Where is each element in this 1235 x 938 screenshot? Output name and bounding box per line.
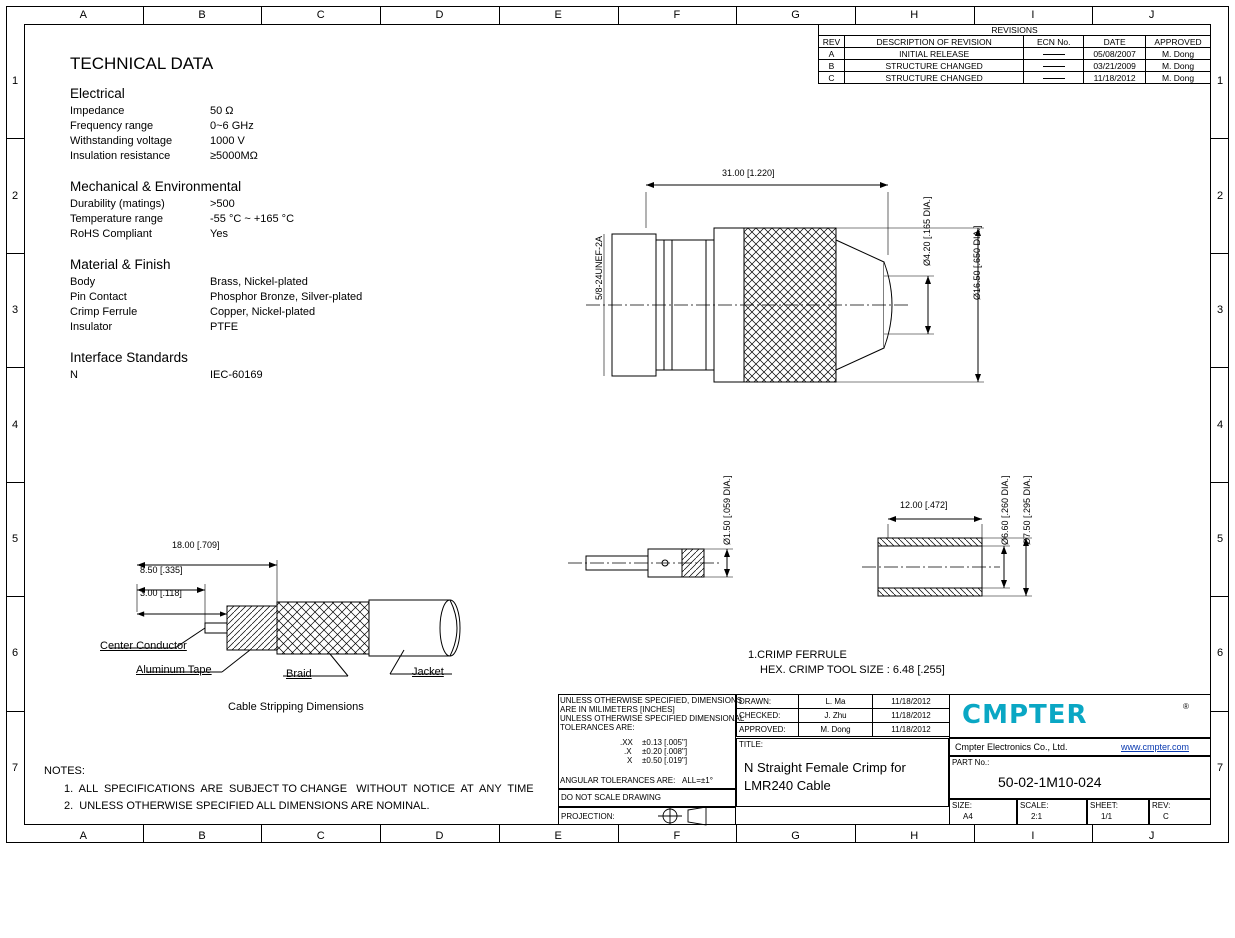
zone-col-top-H: H xyxy=(910,9,919,21)
tolerance-x1-value: ±0.20 [.008"] xyxy=(642,747,688,756)
tech-row-value: IEC-60169 xyxy=(210,369,263,381)
tech-row-label: Impedance xyxy=(70,105,125,117)
projection-label: PROJECTION: xyxy=(561,812,615,821)
tolerance-note-3: UNLESS OTHERWISE SPECIFIED DIMENSIONAL xyxy=(560,714,745,723)
zone-row-right-1: 1 xyxy=(1216,75,1224,88)
dim-strip-18-00: 18.00 [.709] xyxy=(172,540,220,550)
company-name: Cmpter Electronics Co., Ltd. xyxy=(955,742,1068,752)
dim-ferrule-dia-6-60: Ø6.60 [.260 DIA.] xyxy=(1000,475,1010,545)
technical-data-heading: TECHNICAL DATA xyxy=(70,54,214,73)
label-jacket: Jacket xyxy=(412,666,444,678)
zone-col-bottom-D: D xyxy=(435,830,444,842)
footer-value: 1/1 xyxy=(1101,812,1113,821)
tech-row-label: Insulator xyxy=(70,321,113,333)
tech-row-label: Withstanding voltage xyxy=(70,135,173,147)
zone-col-top-A: A xyxy=(79,9,88,21)
do-not-scale-label: DO NOT SCALE DRAWING xyxy=(561,793,662,802)
approval-row xyxy=(737,723,950,737)
dim-thread: 5/8-24UNEF-2A xyxy=(594,235,604,300)
part-number-label: PART No.: xyxy=(952,758,990,767)
tech-section-title: Electrical xyxy=(70,86,125,101)
logo-registered-mark: ® xyxy=(1183,702,1189,711)
revisions-header-approved: APPROVED xyxy=(1146,36,1211,48)
tech-row-value: 0~6 GHz xyxy=(210,120,254,132)
approval-table xyxy=(736,694,950,737)
company-logo xyxy=(962,700,1088,730)
revisions-title: REVISIONS xyxy=(819,25,1211,36)
zone-row-right-7: 7 xyxy=(1216,761,1224,774)
approval-role: DRAWN: xyxy=(737,695,799,709)
zone-row-left-3: 3 xyxy=(11,304,19,317)
revision-approved: M. Dong xyxy=(1146,60,1211,72)
notes-item-2: 2. UNLESS OTHERWISE SPECIFIED ALL DIMENSIONS ARE NOMINAL. xyxy=(64,800,430,812)
revision-rev: A xyxy=(819,48,845,60)
revision-date: 03/21/2009 xyxy=(1084,60,1146,72)
zone-row-right-2: 2 xyxy=(1216,189,1224,202)
dim-ferrule-dia-7-50: Ø7.50 [.295 DIA.] xyxy=(1022,475,1032,545)
part-number-value: 50-02-1M10-024 xyxy=(998,774,1102,790)
tech-row-value: Copper, Nickel-plated xyxy=(210,306,316,318)
approval-date: 11/18/2012 xyxy=(873,723,950,737)
zone-row-left-2: 2 xyxy=(11,189,19,202)
logo-text: CMPTER xyxy=(962,700,1088,730)
zone-col-top-G: G xyxy=(791,9,800,21)
zone-col-bottom-G: G xyxy=(791,830,800,842)
tech-row-value: 50 Ω xyxy=(210,105,234,117)
zone-col-top-I: I xyxy=(1031,9,1035,21)
company-website[interactable]: www.cmpter.com xyxy=(1121,742,1190,752)
zone-col-bottom-C: C xyxy=(316,830,325,842)
zone-col-top-F: F xyxy=(673,9,681,21)
revisions-header-date: DATE xyxy=(1084,36,1146,48)
zone-col-bottom-H: H xyxy=(910,830,919,842)
tech-section-title: Mechanical & Environmental xyxy=(70,179,242,194)
zone-col-bottom-J: J xyxy=(1148,830,1155,842)
dim-dia-16-50: Ø16.50 [.650 DIA.] xyxy=(972,225,982,300)
tech-row-value: >500 xyxy=(210,198,235,210)
zone-col-bottom-E: E xyxy=(554,830,562,842)
tolerance-note-4: TOLERANCES ARE: xyxy=(560,723,635,732)
zone-row-left-6: 6 xyxy=(11,647,19,660)
angular-tolerance-label: ANGULAR TOLERANCES ARE: xyxy=(560,776,676,785)
revisions-header-desc: DESCRIPTION OF REVISION xyxy=(844,36,1023,48)
footer-label: SHEET: xyxy=(1090,801,1119,810)
approval-role: CHECKED: xyxy=(737,709,799,723)
tech-row-label: Crimp Ferrule xyxy=(70,306,138,318)
tech-row-value: ≥5000MΩ xyxy=(210,150,258,162)
angular-tolerance-value: ALL=±1° xyxy=(682,776,713,785)
zone-row-right-3: 3 xyxy=(1216,304,1224,317)
dim-dia-4-20: Ø4.20 [.165 DIA.] xyxy=(922,196,932,266)
footer-label: SIZE: xyxy=(952,801,973,810)
footer-label: SCALE: xyxy=(1020,801,1049,810)
revision-rev: B xyxy=(819,60,845,72)
revision-description: STRUCTURE CHANGED xyxy=(844,72,1023,84)
zone-col-top-J: J xyxy=(1148,9,1155,21)
revision-date: 11/18/2012 xyxy=(1084,72,1146,84)
dim-pin-dia: Ø1.50 [.059 DIA.] xyxy=(722,475,732,545)
zone-col-top-E: E xyxy=(554,9,562,21)
zone-col-bottom-A: A xyxy=(79,830,88,842)
tech-row-value: 1000 V xyxy=(210,135,245,147)
title-block xyxy=(558,694,1211,825)
zone-row-left-1: 1 xyxy=(11,75,19,88)
tech-row-label: Pin Contact xyxy=(70,291,127,303)
approval-role: APPROVED: xyxy=(737,723,799,737)
approval-name: J. Zhu xyxy=(799,709,873,723)
cable-strip-caption: Cable Stripping Dimensions xyxy=(228,701,364,713)
label-center-conductor: Center Conductor xyxy=(100,640,187,652)
zone-col-bottom-I: I xyxy=(1031,830,1035,842)
tolerance-xx-label: .XX xyxy=(620,738,633,747)
revisions-header-rev: REV xyxy=(819,36,845,48)
approval-date: 11/18/2012 xyxy=(873,709,950,723)
tolerance-x2-value: ±0.50 [.019"] xyxy=(642,756,688,765)
footer-label: REV: xyxy=(1152,801,1171,810)
tolerance-x2-label: X xyxy=(627,756,633,765)
notes-heading: NOTES: xyxy=(44,765,85,777)
zone-row-left-4: 4 xyxy=(11,418,19,431)
tech-row-label: Temperature range xyxy=(70,213,163,225)
title-value-line2: LMR240 Cable xyxy=(744,778,831,793)
revision-rev: C xyxy=(819,72,845,84)
title-value-line1: N Straight Female Crimp for xyxy=(744,760,906,775)
approval-name: L. Ma xyxy=(799,695,873,709)
zone-col-top-B: B xyxy=(198,9,206,21)
tech-row-label: Frequency range xyxy=(70,120,154,132)
label-braid: Braid xyxy=(286,668,312,680)
crimp-note-line2: HEX. CRIMP TOOL SIZE : 6.48 [.255] xyxy=(760,664,945,676)
zone-row-left-7: 7 xyxy=(11,761,19,774)
crimp-note-line1: 1.CRIMP FERRULE xyxy=(748,649,847,661)
tolerance-note-2: ARE IN MILIMETERS [INCHES] xyxy=(560,705,675,714)
revisions-header-ecn: ECN No. xyxy=(1024,36,1084,48)
dim-connector-length: 31.00 [1.220] xyxy=(722,168,775,178)
tolerance-note-1: UNLESS OTHERWISE SPECIFIED, DIMENSIONS xyxy=(560,696,743,705)
tech-row-label: N xyxy=(70,369,78,381)
zone-row-left-5: 5 xyxy=(11,532,19,545)
tech-row-label: Body xyxy=(70,276,96,288)
tolerance-xx-value: ±0.13 [.005"] xyxy=(642,738,688,747)
tech-row-value: Brass, Nickel-plated xyxy=(210,276,308,288)
tech-row-value: Yes xyxy=(210,228,228,240)
zone-row-right-5: 5 xyxy=(1216,532,1224,545)
revision-description: STRUCTURE CHANGED xyxy=(844,60,1023,72)
footer-value: C xyxy=(1163,812,1169,821)
tech-row-label: Durability (matings) xyxy=(70,198,165,210)
revision-approved: M. Dong xyxy=(1146,72,1211,84)
tech-section-title: Material & Finish xyxy=(70,257,171,272)
tech-section-title: Interface Standards xyxy=(70,350,188,365)
tech-row-label: Insulation resistance xyxy=(70,150,171,162)
title-label: TITLE: xyxy=(739,740,764,749)
revision-description: INITIAL RELEASE xyxy=(844,48,1023,60)
tech-row-value: Phosphor Bronze, Silver-plated xyxy=(210,291,363,303)
zone-col-top-D: D xyxy=(435,9,444,21)
tech-row-value: PTFE xyxy=(210,321,239,333)
footer-value: A4 xyxy=(963,812,973,821)
approval-row xyxy=(737,695,950,709)
zone-col-top-C: C xyxy=(316,9,325,21)
approval-row xyxy=(737,709,950,723)
dim-strip-8-50: 8.50 [.335] xyxy=(140,565,183,575)
zone-row-right-4: 4 xyxy=(1216,418,1224,431)
zone-col-bottom-F: F xyxy=(673,830,681,842)
tech-row-value: -55 °C ~ +165 °C xyxy=(210,213,295,225)
approval-date: 11/18/2012 xyxy=(873,695,950,709)
dim-strip-3-00: 3.00 [.118] xyxy=(140,588,182,598)
tolerance-x1-label: .X xyxy=(624,747,632,756)
dim-ferrule-length: 12.00 [.472] xyxy=(900,500,948,510)
revision-approved: M. Dong xyxy=(1146,48,1211,60)
label-aluminum-tape: Aluminum Tape xyxy=(136,664,212,676)
projection-symbol-icon xyxy=(558,807,736,938)
notes-item-1: 1. ALL SPECIFICATIONS ARE SUBJECT TO CHANGE WITHOUT NOTICE AT ANY TIME xyxy=(64,783,534,795)
zone-row-right-6: 6 xyxy=(1216,647,1224,660)
revision-date: 05/08/2007 xyxy=(1084,48,1146,60)
approval-name: M. Dong xyxy=(799,723,873,737)
footer-value: 2:1 xyxy=(1031,812,1043,821)
zone-col-bottom-B: B xyxy=(198,830,206,842)
tech-row-label: RoHS Compliant xyxy=(70,228,152,240)
